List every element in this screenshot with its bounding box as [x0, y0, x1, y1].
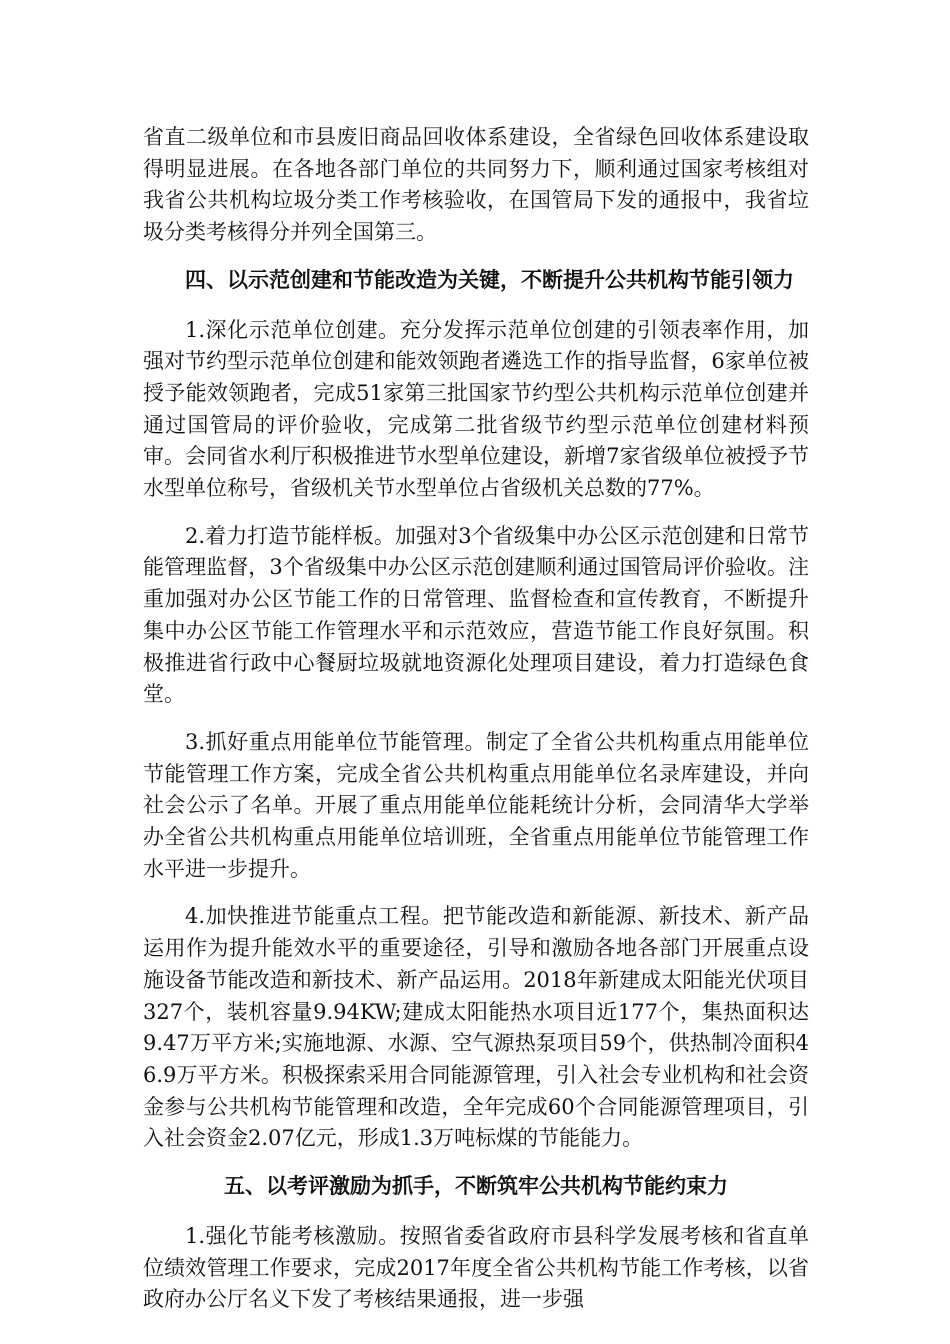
- document-body: [143, 122, 809, 1332]
- paragraph-4-2: 2.着力打造节能样板。加强对3个省级集中办公区示范创建和日常节能管理监督，3个省级集中办公区示范创建顺利通过国管局评价验收。注重加强对办公区节能工作的日常管理、监督检查和宣传教育，不断提升集中办公区节能工作管理水平和示范效应，营造节能工作良好氛围。积极推进省行政中心餐厨垃圾就地资源化处理项目建设，着力打造绿色食堂。: [143, 523, 809, 707]
- paragraph-5-1: 1.强化节能考核激励。按照省委省政府市县科学发展考核和省直单位绩效管理工作要求，完成2017年度全省公共机构节能工作考核，以省政府办公厅名义下发了考核结果通报，进一步强: [143, 1223, 809, 1312]
- paragraph-4-4: 4.加快推进节能重点工程。把节能改造和新能源、新技术、新产品运用作为提升能效水平的重要途径，引导和激励各地各部门开展重点设施设备节能改造和新技术、新产品运用。2018年新建成太阳能光伏项目327个，装机容量9.94KW;建成太阳能热水项目近177个，集热面积达9.47万平方米;实施地源、水源、空气源热泵项目59个，供热制冷面积46.9万平方米。积极探索采用合同能源管理，引入社会专业机构和社会资金参与公共机构节能管理和改造，全年完成60个合同能源管理项目，引入社会资金2.07亿元，形成1.3万吨标煤的节能能力。: [143, 904, 809, 1151]
- section-heading-5: 五、以考评激励为抓手，不断筑牢公共机构节能约束力: [224, 1174, 728, 1199]
- paragraph-4-3: 3.抓好重点用能单位节能管理。制定了全省公共机构重点用能单位节能管理工作方案，完成全省公共机构重点用能单位名录库建设，并向社会公示了名单。开展了重点用能单位能耗统计分析，会同清华大学举办全省公共机构重点用能单位培训班，全省重点用能单位节能管理工作水平进一步提升。: [143, 729, 809, 881]
- section-heading-4: 四、以示范创建和节能改造为关键，不断提升公共机构节能引领力: [185, 267, 794, 292]
- paragraph-4-1: 1.深化示范单位创建。充分发挥示范单位创建的引领表率作用，加强对节约型示范单位创建和能效领跑者遴选工作的指导监督，6家单位被授予能效领跑者，完成51家第三批国家节约型公共机构示范单位创建并通过国管局的评价验收，完成第二批省级节约型示范单位创建材料预审。会同省水利厅积极推进节水型单位建设，新增7家省级单位被授予节水型单位称号，省级机关节水型单位占省级机关总数的77%。: [143, 317, 809, 501]
- paragraph-intro-continuation: 省直二级单位和市县废旧商品回收体系建设，全省绿色回收体系建设取得明显进展。在各地各部门单位的共同努力下，顺利通过国家考核组对我省公共机构垃圾分类工作考核验收，在国管局下发的通报中，我省垃圾分类考核得分并列全国第三。: [143, 125, 809, 245]
